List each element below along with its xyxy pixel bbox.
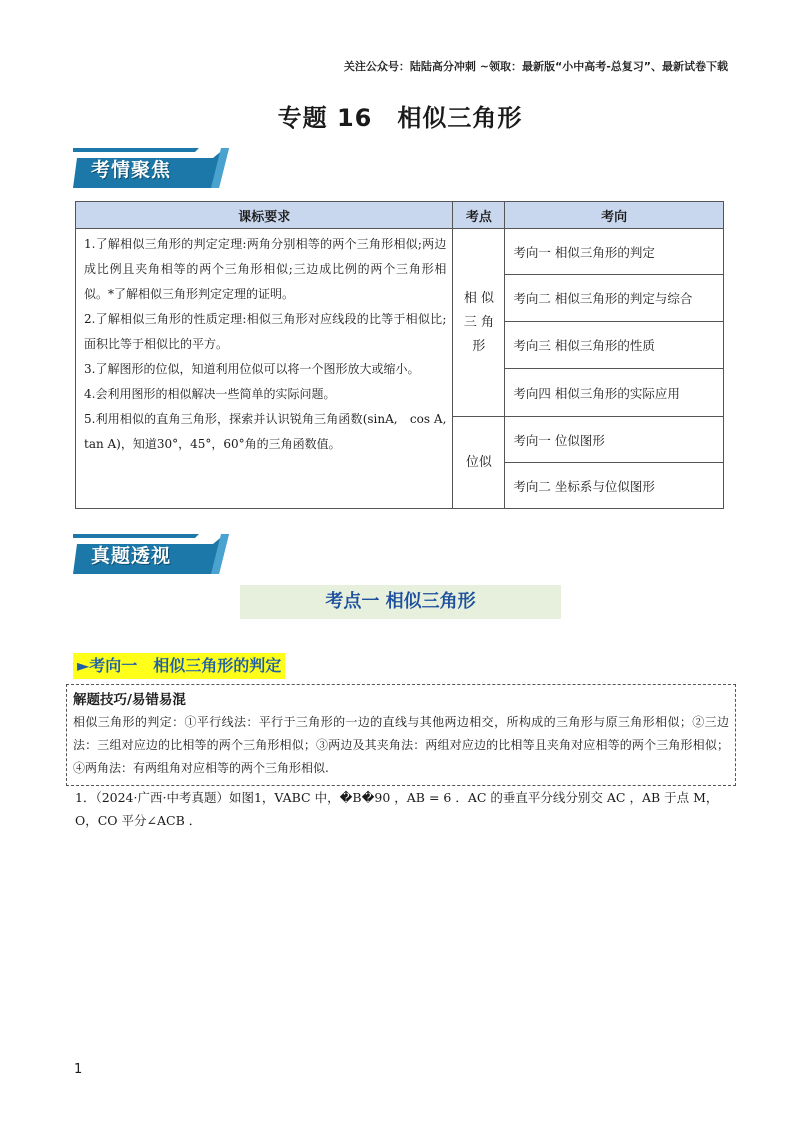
- table-header: 考点: [453, 202, 505, 229]
- tips-title: 解题技巧/易错易混: [73, 692, 186, 708]
- requirement-item: 2.了解相似三角形的性质定理:相似三角形对应线段的比等于相似比;面积比等于相似比的平方。: [84, 312, 447, 351]
- requirement-item: 5.利用相似的直角三角形，探索并认识锐角三角函数(sinA, cos A, tan A)，知道30°，45°，60°角的三角函数值。: [84, 412, 447, 451]
- page-title: 专题 16 相似三角形: [277, 104, 523, 132]
- direction-heading: ►考向一 相似三角形的判定: [73, 653, 285, 679]
- direction-cell: 考向一 位似图形: [505, 417, 724, 463]
- kaodian-title: 考点一 相似三角形: [240, 585, 561, 619]
- point-name: 三 角: [463, 314, 494, 330]
- header-note: 关注公众号：陆陆高分冲刺 ~领取：最新版“小中高考-总复习”、最新试卷下载: [343, 60, 728, 73]
- banner-kaoqing: [73, 148, 229, 188]
- point-name: 相 似: [463, 290, 494, 306]
- requirement-item: 4.会利用图形的相似解决一些简单的实际问题。: [84, 387, 336, 401]
- requirement-item: 1.了解相似三角形的判定定理:两角分别相等的两个三角形相似;两边成比例且夹角相等的两个三角形相似;三边成比例的两个三角形相似。*了解相似三角形判定定理的证明。: [84, 237, 447, 301]
- table-header-row: [76, 202, 724, 229]
- requirements-table: [75, 201, 724, 509]
- banner-label: 考情聚焦: [91, 159, 172, 181]
- question-text: 1．（2024·广西·中考真题）如图1，VABC 中，�B�90 ，AB = 6 ．AC 的垂直平分线分别交 AC ，AB 于点 M，O，CO 平分∠ACB ．: [75, 790, 719, 828]
- direction-cell: 考向一 相似三角形的判定: [505, 229, 724, 275]
- table-header: 课标要求: [76, 202, 453, 229]
- tips-body: 相似三角形的判定：①平行线法：平行于三角形的一边的直线与其他两边相交，所构成的三角形与原三角形相似；②三边法：三组对应边的比相等的两个三角形相似；③两边及其夹角法：两组对应边的比相等且夹角对应相等的两个三角形相似；④两角法：有两组角对应相等的两个三角形相似.: [73, 715, 729, 775]
- tips-box: [66, 684, 736, 786]
- direction-cell: 考向四 相似三角形的实际应用: [505, 369, 724, 417]
- requirement-item: 3.了解图形的位似，知道利用位似可以将一个图形放大或缩小。: [84, 362, 420, 376]
- direction-cell: 考向三 相似三角形的性质: [505, 322, 724, 369]
- requirements-cell: [76, 229, 453, 509]
- point-cell: [453, 417, 505, 509]
- point-name: 形: [472, 338, 486, 354]
- direction-cell: 考向二 相似三角形的判定与综合: [505, 275, 724, 322]
- direction-cell: 考向二 坐标系与位似图形: [505, 463, 724, 509]
- banner-zhenti: [73, 534, 229, 574]
- point-cell: [453, 229, 505, 417]
- table-header: 考向: [505, 202, 724, 229]
- point-name: 位似: [465, 454, 492, 470]
- banner-label: 真题透视: [91, 545, 172, 567]
- table-row: [76, 229, 724, 275]
- page-number: 1: [74, 1062, 83, 1077]
